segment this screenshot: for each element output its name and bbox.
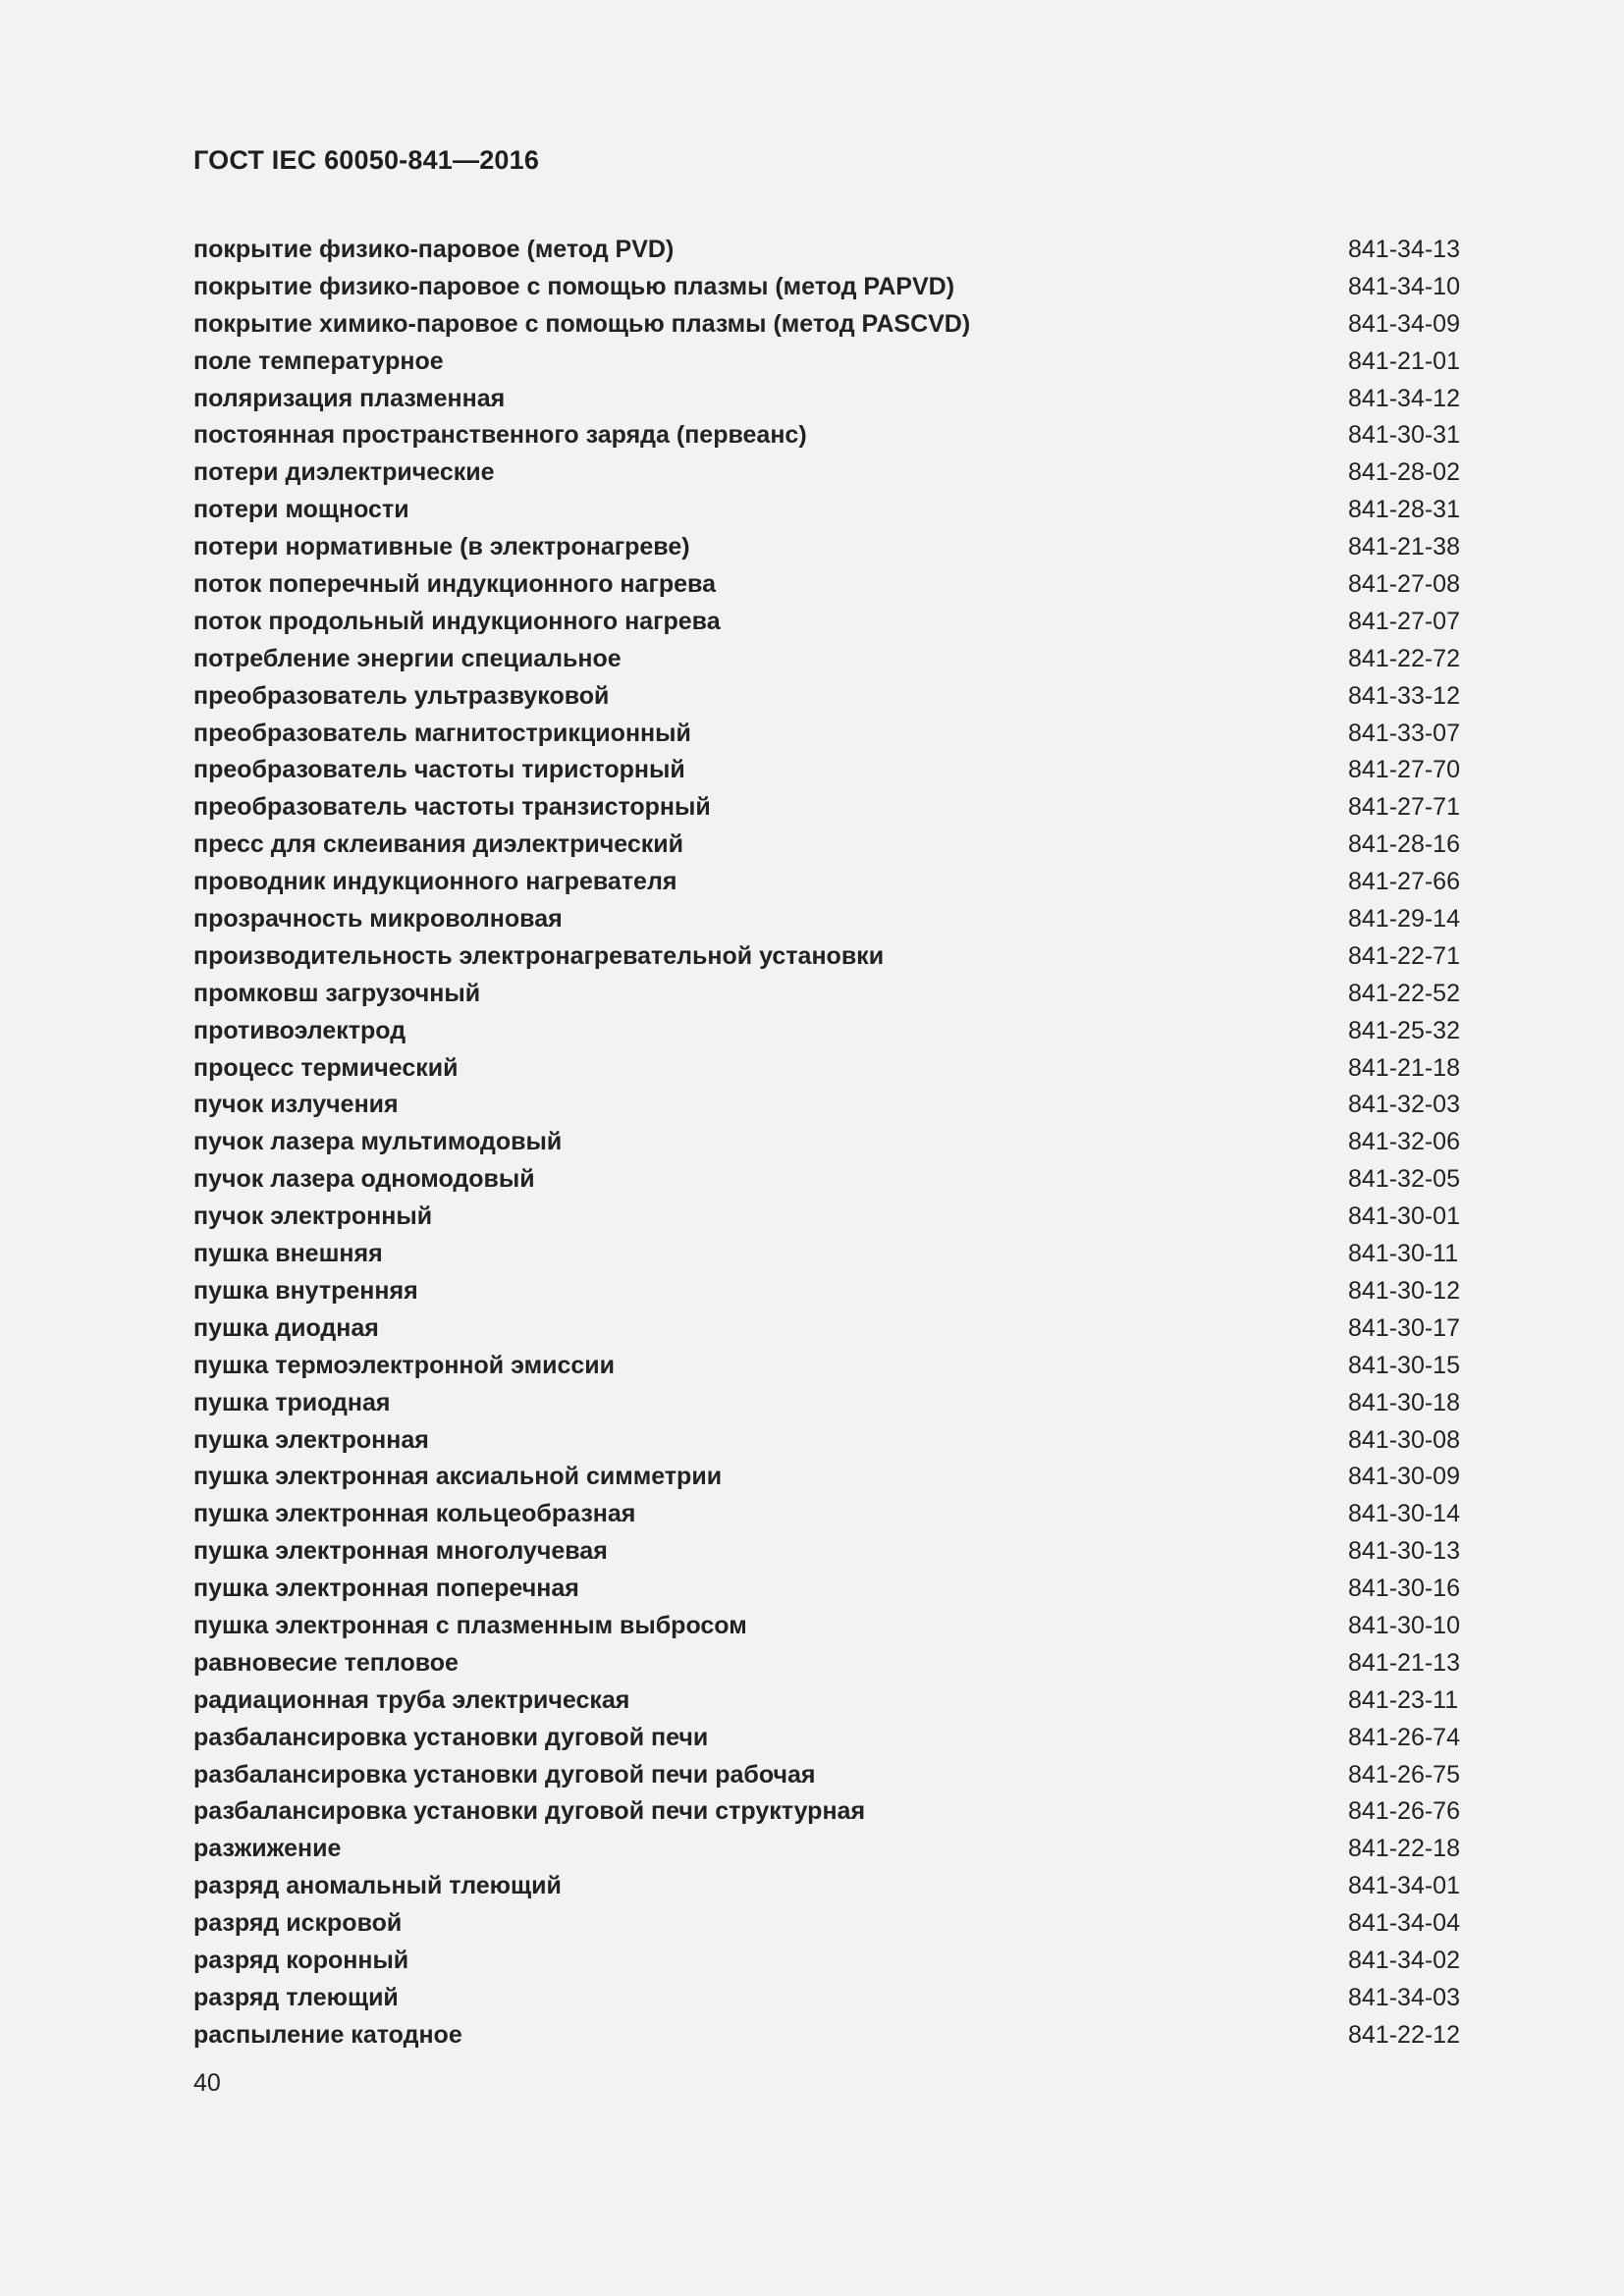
index-term: разбалансировка установки дуговой печи рабочая — [193, 1760, 816, 1789]
index-row — [193, 1161, 1460, 1199]
index-code: 841-27-07 — [1348, 607, 1460, 635]
index-row — [193, 604, 1460, 641]
index-code: 841-30-01 — [1348, 1202, 1460, 1231]
index-term: распыление катодное — [193, 2020, 462, 2049]
index-row — [193, 417, 1460, 454]
index-term: потери диэлектрические — [193, 458, 495, 487]
page-header-title: ГОСТ IEC 60050-841—2016 — [193, 145, 540, 175]
index-row — [193, 381, 1460, 418]
index-row — [193, 232, 1460, 269]
index-row — [193, 1013, 1460, 1050]
index-term: преобразователь частоты тиристорный — [193, 756, 685, 784]
index-term: преобразователь частоты транзисторный — [193, 793, 711, 822]
index-row — [193, 1236, 1460, 1273]
index-code: 841-30-17 — [1348, 1313, 1460, 1342]
index-row — [193, 827, 1460, 864]
index-row — [193, 529, 1460, 566]
index-row — [193, 454, 1460, 492]
index-term: потери нормативные (в электронагреве) — [193, 533, 690, 561]
index-term: поле температурное — [193, 347, 444, 375]
index-term: покрытие физико-паровое с помощью плазмы (метод PAPVD) — [193, 272, 955, 300]
index-row — [193, 1757, 1460, 1794]
index-row — [193, 1645, 1460, 1682]
index-code: 841-26-76 — [1348, 1797, 1460, 1826]
index-code: 841-34-04 — [1348, 1909, 1460, 1938]
index-code: 841-34-13 — [1348, 236, 1460, 263]
index-code: 841-30-11 — [1348, 1240, 1459, 1268]
index-code: 841-32-05 — [1348, 1165, 1460, 1194]
index-term: разряд аномальный тлеющий — [193, 1872, 562, 1900]
index-code: 841-30-31 — [1348, 421, 1460, 450]
index-code: 841-21-38 — [1348, 533, 1460, 561]
index-row — [193, 1868, 1460, 1905]
index-code: 841-30-12 — [1348, 1276, 1460, 1305]
index-code: 841-21-18 — [1348, 1053, 1460, 1082]
index-term: пушка электронная аксиальной симметрии — [193, 1463, 723, 1491]
index-code: 841-22-71 — [1348, 941, 1460, 970]
index-term: разряд коронный — [193, 1946, 409, 1974]
index-row — [193, 1905, 1460, 1943]
index-row — [193, 1422, 1460, 1460]
page-number: 40 — [193, 2069, 221, 2097]
index-code: 841-34-03 — [1348, 1983, 1460, 2011]
index-row — [193, 1720, 1460, 1757]
index-row — [193, 789, 1460, 827]
index-code: 841-27-70 — [1348, 756, 1460, 784]
index-row — [193, 1533, 1460, 1571]
index-term: противоэлектрод — [193, 1016, 406, 1044]
index-code: 841-32-03 — [1348, 1091, 1460, 1119]
index-row — [193, 566, 1460, 604]
index-term: пушка электронная кольцеобразная — [193, 1500, 636, 1528]
index-row — [193, 1496, 1460, 1533]
index-row — [193, 492, 1460, 529]
index-term: производительность электронагревательной установки — [193, 941, 885, 970]
index-code: 841-30-09 — [1348, 1463, 1460, 1491]
index-row — [193, 864, 1460, 901]
index-term: преобразователь ультразвуковой — [193, 681, 610, 710]
index-term: постоянная пространственного заряда (первеанс) — [193, 421, 807, 450]
index-code: 841-34-02 — [1348, 1946, 1460, 1974]
index-row — [193, 1050, 1460, 1088]
index-code: 841-22-72 — [1348, 644, 1460, 672]
index-row — [193, 1310, 1460, 1348]
index-term: пушка электронная с плазменным выбросом — [193, 1611, 747, 1639]
index-term: пучок лазера мультимодовый — [193, 1128, 563, 1156]
index-term: разбалансировка установки дуговой печи структурная — [193, 1797, 866, 1826]
index-code: 841-33-12 — [1348, 681, 1460, 710]
index-code: 841-22-18 — [1348, 1835, 1460, 1863]
index-code: 841-25-32 — [1348, 1016, 1460, 1044]
index-code: 841-30-13 — [1348, 1537, 1460, 1566]
index-code: 841-30-08 — [1348, 1425, 1460, 1454]
index-term: пушка электронная поперечная — [193, 1575, 579, 1603]
index-row — [193, 1608, 1460, 1645]
index-term: процесс термический — [193, 1053, 459, 1082]
index-row — [193, 1980, 1460, 2017]
index-term: равновесие тепловое — [193, 1648, 459, 1677]
index-code: 841-26-75 — [1348, 1760, 1460, 1789]
index-term: разбалансировка установки дуговой печи — [193, 1723, 709, 1751]
index-row — [193, 641, 1460, 678]
index-term: потери мощности — [193, 496, 409, 524]
index-code: 841-27-66 — [1348, 868, 1460, 896]
index-row — [193, 1571, 1460, 1608]
index-row — [193, 1943, 1460, 1980]
index-row — [193, 752, 1460, 789]
index-term: поляризация плазменная — [193, 384, 506, 412]
index-code: 841-29-14 — [1348, 905, 1460, 934]
index-code: 841-32-06 — [1348, 1128, 1460, 1156]
index-code: 841-30-14 — [1348, 1500, 1460, 1528]
index-term: поток поперечный индукционного нагрева — [193, 570, 716, 599]
term-index-list — [193, 232, 1460, 2055]
index-term: поток продольный индукционного нагрева — [193, 607, 721, 635]
index-term: пушка термоэлектронной эмиссии — [193, 1351, 616, 1379]
index-term: пушка триодная — [193, 1388, 391, 1416]
index-code: 841-21-01 — [1348, 347, 1460, 375]
index-term: проводник индукционного нагревателя — [193, 868, 677, 896]
index-term: пушка внутренняя — [193, 1276, 418, 1305]
index-row — [193, 306, 1460, 344]
index-term: пучок электронный — [193, 1202, 433, 1231]
index-row — [193, 1199, 1460, 1236]
index-row — [193, 1682, 1460, 1720]
index-term: пушка электронная — [193, 1425, 429, 1454]
index-row — [193, 1273, 1460, 1310]
index-term: потребление энергии специальное — [193, 644, 622, 672]
index-row — [193, 901, 1460, 938]
index-row — [193, 1831, 1460, 1868]
index-term: радиационная труба электрическая — [193, 1685, 630, 1714]
index-term: разряд искровой — [193, 1909, 403, 1938]
index-code: 841-30-18 — [1348, 1388, 1460, 1416]
index-code: 841-34-10 — [1348, 272, 1460, 300]
index-term: прозрачность микроволновая — [193, 905, 563, 934]
index-row — [193, 269, 1460, 306]
index-row — [193, 716, 1460, 753]
index-row — [193, 2017, 1460, 2055]
index-row — [193, 1124, 1460, 1161]
index-code: 841-34-01 — [1348, 1872, 1460, 1900]
index-code: 841-34-09 — [1348, 309, 1460, 338]
index-code: 841-23-11 — [1348, 1685, 1459, 1714]
index-term: разряд тлеющий — [193, 1983, 399, 2011]
index-code: 841-22-12 — [1348, 2020, 1460, 2049]
index-code: 841-26-74 — [1348, 1723, 1460, 1751]
index-code: 841-28-02 — [1348, 458, 1460, 487]
index-code: 841-27-71 — [1348, 793, 1460, 822]
index-code: 841-21-13 — [1348, 1648, 1460, 1677]
index-row — [193, 1385, 1460, 1422]
index-row — [193, 1459, 1460, 1496]
index-term: покрытие физико-паровое (метод PVD) — [193, 236, 675, 263]
index-code: 841-28-31 — [1348, 496, 1460, 524]
index-row — [193, 344, 1460, 381]
index-row — [193, 938, 1460, 976]
index-row — [193, 678, 1460, 716]
index-code: 841-33-07 — [1348, 719, 1460, 747]
index-code: 841-28-16 — [1348, 830, 1460, 859]
index-term: пушка электронная многолучевая — [193, 1537, 608, 1566]
index-row — [193, 1087, 1460, 1124]
index-term: пушка внешняя — [193, 1240, 383, 1268]
index-code: 841-30-10 — [1348, 1611, 1460, 1639]
index-row — [193, 1348, 1460, 1385]
index-code: 841-27-08 — [1348, 570, 1460, 599]
index-term: промковш загрузочный — [193, 979, 481, 1007]
index-term: пушка диодная — [193, 1313, 379, 1342]
index-code: 841-22-52 — [1348, 979, 1460, 1007]
index-term: пучок излучения — [193, 1091, 399, 1119]
index-code: 841-30-16 — [1348, 1575, 1460, 1603]
index-term: пучок лазера одномодовый — [193, 1165, 535, 1194]
index-term: покрытие химико-паровое с помощью плазмы (метод PASCVD) — [193, 309, 971, 338]
index-term: преобразователь магнитострикционный — [193, 719, 691, 747]
index-code: 841-34-12 — [1348, 384, 1460, 412]
index-term: пресс для склеивания диэлектрический — [193, 830, 683, 859]
index-term: разжижение — [193, 1835, 342, 1863]
index-row — [193, 976, 1460, 1013]
index-code: 841-30-15 — [1348, 1351, 1460, 1379]
index-row — [193, 1793, 1460, 1831]
